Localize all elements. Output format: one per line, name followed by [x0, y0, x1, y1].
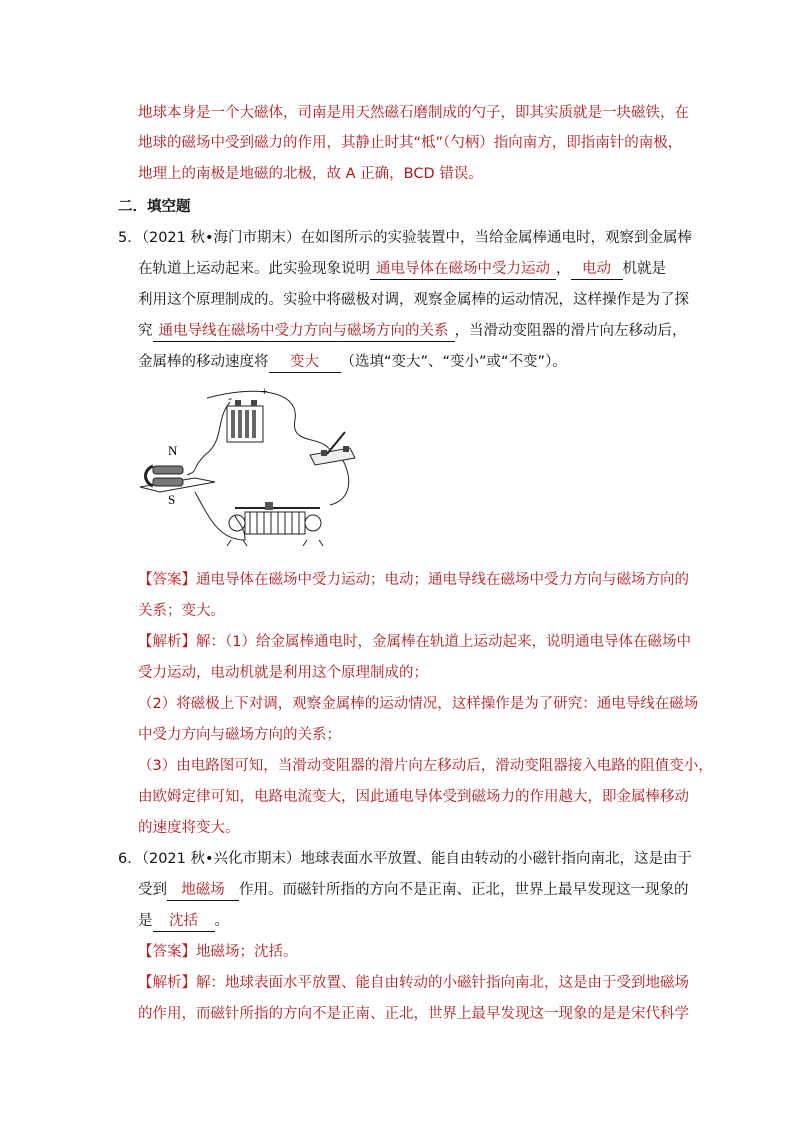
- analysis-text: 解：地球表面水平放置、能自由转动的小磁针指向南北，这是由于受到地磁场: [196, 975, 689, 991]
- question-text: 受到: [138, 882, 167, 898]
- question-6-analysis-line-1: [138, 973, 689, 993]
- analysis-tag: 【解析】: [138, 975, 196, 991]
- magnet-north-label: N: [168, 443, 178, 458]
- answer-blank-4: 变大: [269, 352, 341, 373]
- magnet-south-label: S: [168, 492, 176, 507]
- question-5-line-3: 利用这个原理制成的。实验中将磁极对调，观察金属棒的运动情况，这样操作是为了探: [138, 292, 689, 308]
- question-6-line-3: [138, 911, 229, 932]
- question-text: 机就是: [622, 261, 666, 277]
- question-text: 究: [138, 323, 153, 339]
- question-5-line-5: [138, 352, 567, 373]
- switch-icon: [310, 432, 355, 465]
- question-number: 5．: [118, 230, 142, 246]
- answer-text: 通电导体在磁场中受力运动；电动；通电导线在磁场中受力方向与磁场方向的: [196, 572, 689, 588]
- question-5-answer-line-1: [138, 570, 689, 590]
- question-text: 金属棒的移动速度将: [138, 354, 269, 370]
- answer-blank-2: 电动: [571, 259, 623, 280]
- magnet-icon: [140, 443, 215, 507]
- question-5-analysis-line-6: 由欧姆定律可知，电路电流变大，因此通电导体受到磁场力的作用越大，即金属棒移动: [138, 789, 689, 805]
- question-number: 6．: [118, 851, 142, 867]
- circuit-diagram: [135, 380, 365, 555]
- question-text: （2021 秋•海门市期末）在如图所示的实验装置中，当给金属棒通电时，观察到金属棒: [141, 230, 693, 246]
- question-5-analysis-line-2: 受力运动，电动机就是利用这个原理制成的；: [138, 665, 428, 681]
- question-5-analysis-line-5: （3）由电路图可知，当滑动变阻器的滑片向左移动后，滑动变阻器接入电路的阻值变小，: [138, 758, 713, 774]
- question-5-analysis-line-4: 中受力方向与磁场方向的关系；: [138, 727, 341, 743]
- question-5-line-1: [118, 228, 692, 248]
- question-5-analysis-line-3: （2）将磁极上下对调，观察金属棒的运动情况，这样操作是为了研究：通电导线在磁场: [138, 696, 699, 712]
- battery-plus-label: +: [261, 384, 268, 398]
- question-5-analysis-line-7: 的速度将变大。: [138, 820, 240, 836]
- analysis-tag: 【解析】: [138, 634, 196, 650]
- question-6-line-2: [138, 880, 689, 901]
- answer-blank-1: 通电导体在磁场中受力运动: [370, 259, 556, 280]
- question-text: ，: [556, 261, 571, 277]
- section-title: 二．填空题: [118, 199, 191, 215]
- question-6-answer: [138, 942, 298, 962]
- answer-blank-2: 沈括: [153, 911, 215, 932]
- question-5-line-2: [138, 259, 666, 280]
- answer-text: 地磁场；沈括。: [196, 944, 298, 960]
- question-text: 在轨道上运动起来。此实验现象说明: [138, 261, 370, 277]
- analysis-text: 解：（1）给金属棒通电时，金属棒在轨道上运动起来，说明通电导体在磁场中: [196, 634, 691, 650]
- question-text: （选填“变大”、“变小”或“不变”）。: [340, 354, 567, 370]
- battery-minus-label: -: [228, 391, 232, 405]
- question-text: （2021 秋•兴化市期末）地球表面水平放置、能自由转动的小磁针指向南北，这是由于: [141, 851, 693, 867]
- question-text: 是: [138, 913, 153, 929]
- question-text: ，当滑动变阻器的滑片向左移动后，: [454, 323, 687, 339]
- answer-blank-1: 地磁场: [167, 880, 239, 901]
- question-6-line-1: [118, 849, 692, 869]
- question-5-analysis-line-1: [138, 632, 691, 652]
- question-text: 。: [214, 913, 229, 929]
- answer-tag: 【答案】: [138, 944, 196, 960]
- answer-blank-3: 通电导线在磁场中受力方向与磁场方向的关系: [153, 321, 455, 342]
- answer-tag: 【答案】: [138, 572, 196, 588]
- prev-explanation-line-1: 地球本身是一个大磁体，司南是用天然磁石磨制成的勺子，即其实质就是一块磁铁，在: [138, 105, 689, 121]
- question-5-line-4: [138, 321, 687, 342]
- question-6-analysis-line-2: 的作用，而磁针所指的方向不是正南、正北，世界上最早发现这一现象的是是宋代科学: [138, 1006, 689, 1022]
- question-text: 作用。而磁针所指的方向不是正南、正北，世界上最早发现这一现象的: [239, 882, 689, 898]
- question-5-answer-line-2: 关系；变大。: [138, 603, 225, 619]
- prev-explanation-line-2: 地球的磁场中受到磁力的作用，其静止时其“柢”（勺柄）指向南方，即指南针的南极，: [138, 135, 683, 151]
- prev-explanation-line-3: 地理上的南极是地磁的北极，故 A 正确，BCD 错误。: [138, 166, 483, 182]
